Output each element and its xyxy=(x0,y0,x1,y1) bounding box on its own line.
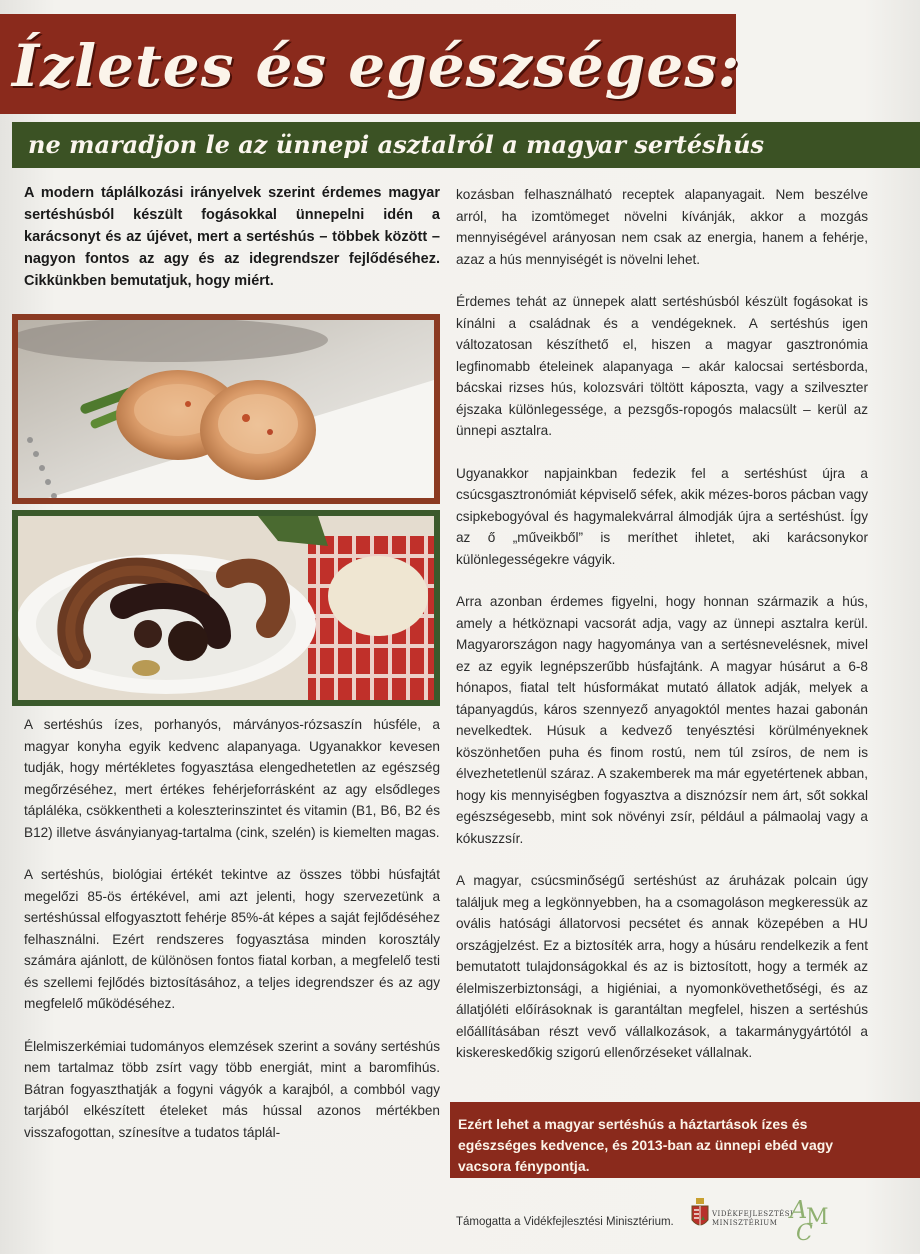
sausage-photo-frame xyxy=(12,510,440,706)
right-column xyxy=(456,184,868,1064)
lead-paragraph: A modern táplálkozási irányelvek szerint érdemes magyar sertéshúsból készült fogásokkal ünnepelni idén a karácsonyt és az újévet, mert a sertéshús – többek között – nagyon fontos az agy és az idegrendszer fejlődéséhez. Cikkünkben bemutatjuk, hogy miért. xyxy=(24,185,440,289)
sausage-photo xyxy=(18,516,434,700)
svg-text:A: A xyxy=(790,1196,808,1224)
left-paragraph-3: Élelmiszerkémiai tudományos elemzések szerint a sovány sertéshús nem tartalmaz több zsírt vagy több energiát, mint a baromfihús. Bátran fogyaszthatják a fogyni vágyók a karajból, a combból vagy tarjából elkészített ételeket más hússal azonos mértékben visszafogottan, színesítve a tudatos táplál- xyxy=(24,1038,440,1140)
right-paragraph-2: Érdemes tehát az ünnepek alatt sertéshúsból készült fogásokat is kínálni a családnak és a vendégeknek. A sertéshús igen változatosan készíthető el, hiszen a magyar gasztronómia legfinomabb ételeinek alapanyaga – akár kalocsai sertésborda, bácskai rizses hús, kolozsvári töltött káposzta, vagy a szilveszter éjszaka különlegessége, a pezsgős-ropogós malacsült – kerül az ünnepi asztalra. xyxy=(456,294,868,438)
left-paragraph-2: A sertéshús, biológiai értékét tekintve az összes többi húsfajtát megelőzi 85-ös értékével, ami azt jelenti, hogy szervezetünk a sertéshússal elfogyasztott fehérje 85%-át képes a saját fejlődéséhez felhasználni. Ezért rendszeres fogyasztása minden korosztály számára ajánlott, de különösen fontos fiatal korban, a megfelelő testi és szellemi fejlődés biztosításához, a teljes idegrendszer és az agy megfelelő működéséhez. xyxy=(24,867,440,1011)
amc-logo-icon xyxy=(786,1192,838,1244)
page-title: Ízletes és egészséges: xyxy=(12,32,741,100)
svg-text:C: C xyxy=(796,1221,813,1244)
pork-steak-image xyxy=(18,320,434,498)
callout-text: Ezért lehet a magyar sertéshús a háztartások ízes és egészséges kedvence, és 2013-ban az ünnepi ebéd vagy vacsora fénypontja. xyxy=(458,1116,834,1174)
left-column xyxy=(24,714,440,1143)
right-paragraph-3: Ugyanakkor napjainkban fedezik fel a sertéshúst újra a csúcsgasztronómiát képviselő séfek, akik mézes-boros pácban vagy csipkebogyóval és hagymalekvárral álmodják újra a sertéshúst. Így az ő „műveikből” is meríthet ihletet, aki karácsonykor különlegességekre vágyik. xyxy=(456,465,868,567)
pork-steak-photo-frame xyxy=(12,314,440,504)
sponsor-text: Támogatta a Vidékfejlesztési Minisztérium. xyxy=(456,1216,674,1228)
hungarian-coat-of-arms-icon xyxy=(690,1198,710,1232)
left-paragraph-1: A sertéshús ízes, porhanyós, márványos-rózsaszín húsféle, a magyar konyha egyik kedvenc alapanyaga. Ugyanakkor kevesen tudják, hogy mértékletes fogyasztása elengedhetetlen az egészség megőrzéséhez, mert értékes fehérjeforrásként az agy elsődleges tápláléka, csökkentheti a koleszterinszintet és vitamin (B1, B6, B2 és B12) illetve ásványianyag-tartalma (cink, szelén) is kiemelten magas. xyxy=(24,717,440,840)
svg-text:M: M xyxy=(806,1205,829,1230)
pork-steak-photo xyxy=(18,320,434,498)
right-paragraph-5: A magyar, csúcsminőségű sertéshúst az áruházak polcain úgy találjuk meg a legkönnyebben, ha a csomagoláson megkeressük az ovális hatósági állatorvosi pecsétet és annak közepében a HU országjelzést. Ez a biztosíték arra, hogy a húsáru rendelkezik a fent bemutatott tulajdonságokkal és az is biztosított, hogy a termék az élelmiszerbiztonsági, a higiéniai, a nyomonkövethetőségi, és az állatjóléti előírásoknak is garantáltan megfelel, hiszen a sertéshús előállításában részt vevő vállalkozások, a takarmánygyártótól a kiskereskedőkig szigorú ellenőrzéseket vállalnak. xyxy=(456,873,868,1060)
ministry-name-line1: VIDÉKFEJLESZTÉSI xyxy=(712,1210,794,1218)
ministry-name xyxy=(712,1210,793,1228)
right-paragraph-1: kozásban felhasználható receptek alapanyagait. Nem beszélve arról, ha izomtömeget növelni kívánják, akkor a mozgás mennyiségével arányosan nem csak az energia, hanem a fehérje, azaz a hús mennyiségét is növelni lehet. xyxy=(456,187,868,267)
sausage-platter-image xyxy=(18,516,434,700)
ministry-name-line2: MINISZTÉRIUM xyxy=(712,1219,778,1227)
right-paragraph-4: Arra azonban érdemes figyelni, hogy honnan származik a hús, amely a hétköznapi vacsorát adja, vagy az ünnepi asztalra kerül. Magyarországon nagy hagyománya van a sertésnevelésnek, mivel ez az egyik legnépszerűbb húsfajtánk. A magyar húsárut a 6-8 hónapos, fiatal telt húsformákat mutató állatok adják, melyek a tápanyagdús, káros szennyező anyagoktól mentes hazai gabonán nevelkedtek. Húsuk a kedvező tenyésztési körülményeknek köszönhetően puha és finom rostú, nem túl zsíros, de nem is élvezhetetlenül száraz. A szakemberek ma már egyetértenek abban, hogy kis mennyiségben fogyasztva a disznózsír nem árt, sőt sokkal egészségesebb, mint sok növényi zsír, például a pálmaolaj vagy a kókuszzsír. xyxy=(456,594,868,846)
page-subtitle: ne maradjon le az ünnepi asztalról a magyar sertéshús xyxy=(28,130,765,159)
